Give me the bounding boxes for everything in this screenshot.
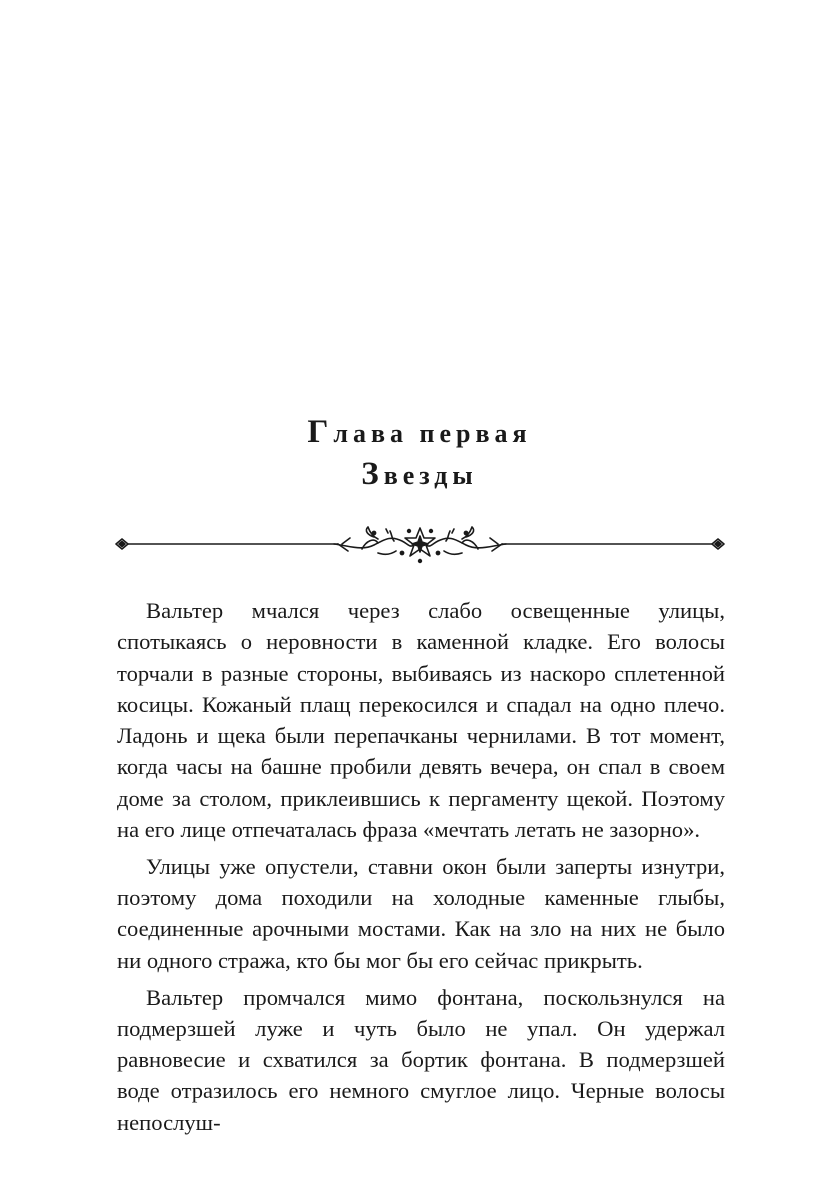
floral-divider-icon (112, 519, 728, 569)
paragraph-1: Вальтер мчался через слабо освещенные улицы, спотыкаясь о неровности в каменной кладке. Его волосы торчали в разные стороны, выбиваясь из наскоро сплетенной косицы. Кожаный плащ перекосился и спадал на одно плечо. Ладонь и щека были перепачканы чернилами. В тот момент, когда часы на башне пробили девять вечера, он спал в своем доме за столом, приклеившись к пергаменту щекой. Поэтому на его лице отпечаталась фраза «мечтать летать не зазорно». (117, 598, 725, 843)
chapter-number-heading (0, 412, 839, 454)
chapter-title-rest: везды (383, 461, 478, 490)
paragraph-3: Вальтер промчался мимо фонтана, поскользнулся на подмерзшей луже и чуть было не упал. Он удержал равновесие и схватился за бортик фонтана. В подмерзшей воде отразилось его немного смуглое лицо. Черные волосы непослуш- (117, 984, 725, 1135)
chapter-body (117, 595, 725, 1144)
chapter-number-rest: лава первая (333, 419, 532, 448)
chapter-number-initial: Г (307, 414, 334, 450)
paragraph-2: Улицы уже опустели, ставни окон были заперты изнутри, поэтому дома походили на холодные каменные глыбы, соединенные арочными мостами. Как на зло на них не было ни одного стража, кто бы мог бы его сейчас прикрыть. (117, 853, 725, 973)
chapter-title-heading (0, 454, 839, 496)
chapter-title-initial: З (361, 456, 384, 492)
